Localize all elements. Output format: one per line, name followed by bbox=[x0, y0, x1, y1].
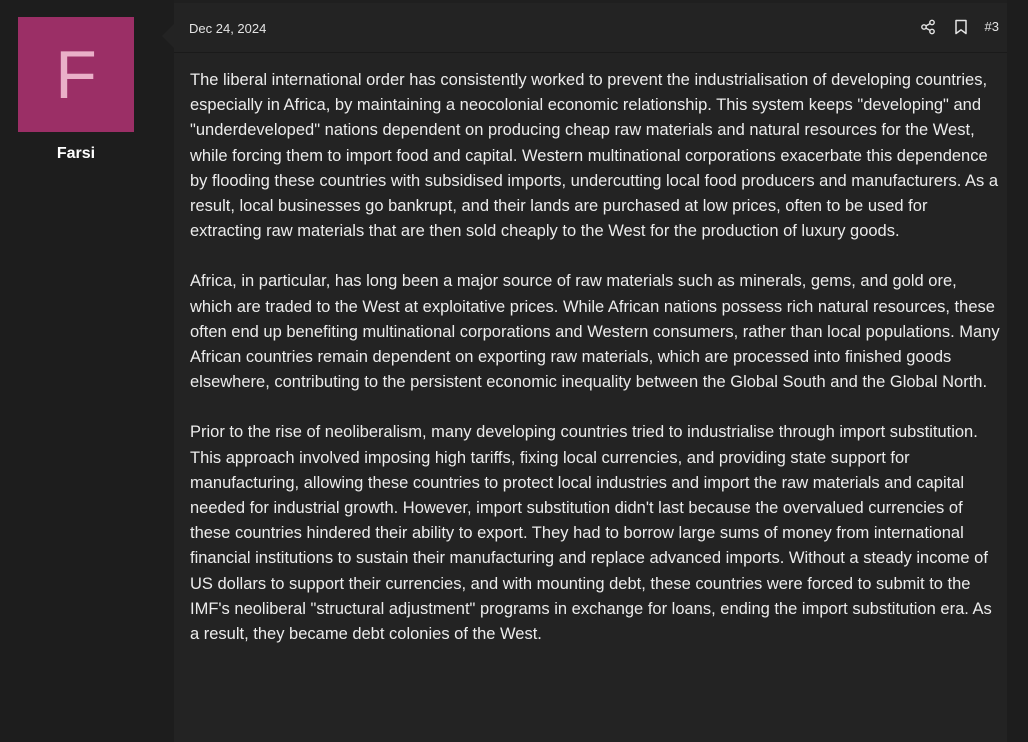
share-icon[interactable] bbox=[919, 17, 937, 37]
avatar-letter: F bbox=[55, 36, 97, 113]
post-date[interactable]: Dec 24, 2024 bbox=[189, 21, 267, 36]
post-top-border bbox=[174, 0, 1007, 3]
post-body bbox=[190, 68, 1000, 672]
bookmark-icon[interactable] bbox=[952, 17, 970, 37]
avatar[interactable] bbox=[18, 17, 134, 132]
post-arrow bbox=[162, 24, 174, 48]
post-paragraph: The liberal international order has consistently worked to prevent the industrialisation of developing countries, especially in Africa, by maintaining a neocolonial economic relationship. This system keeps "developing" and "underdeveloped" nations dependent on producing cheap raw materials and natural resources for the West, while forcing them to import food and capital. Western multinational corporations exacerbate this dependence by flooding these countries with subsidised imports, undercutting local food producers and manufacturers. As a result, local businesses go bankrupt, and their lands are purchased at low prices, often to be used for extracting raw materials that are then sold cheaply to the West for the production of luxury goods. bbox=[190, 71, 999, 241]
post-paragraph: Africa, in particular, has long been a major source of raw materials such as minerals, gems, and gold ore, which are traded to the West at exploitative prices. While African nations possess rich natural resources, these often end up benefiting multinational corporations and Western consumers, rather than local populations. Many African countries remain dependent on exporting raw materials, which are processed into finished goods elsewhere, contributing to the persistent economic inequality between the Global South and the Global North. bbox=[190, 272, 1000, 392]
post-actions bbox=[904, 17, 999, 37]
post-main-cell bbox=[174, 0, 1007, 742]
user-cell bbox=[0, 0, 152, 742]
post-attribution-bar bbox=[174, 4, 1007, 53]
post-paragraph: Prior to the rise of neoliberalism, many developing countries tried to industrialise through import substitution. This approach involved imposing high tariffs, fixing local currencies, and providing state support for manufacturing, allowing these countries to protect local industries and import the raw materials and capital needed for industrial growth. However, import substitution didn't last because the overvalued currencies of these countries hindered their ability to export. They had to borrow large sums of money from international financial institutions to sustain their manufacturing and replace advanced imports. Without a steady income of US dollars to support their currencies, and with mounting debt, these countries were forced to submit to the IMF's neoliberal "structural adjustment" programs in exchange for loans, ending the import substitution era. As a result, they became debt colonies of the West. bbox=[190, 423, 992, 644]
username[interactable]: Farsi bbox=[56, 145, 96, 162]
page-right-edge bbox=[1007, 0, 1028, 742]
post-number-link[interactable]: #3 bbox=[984, 19, 999, 34]
